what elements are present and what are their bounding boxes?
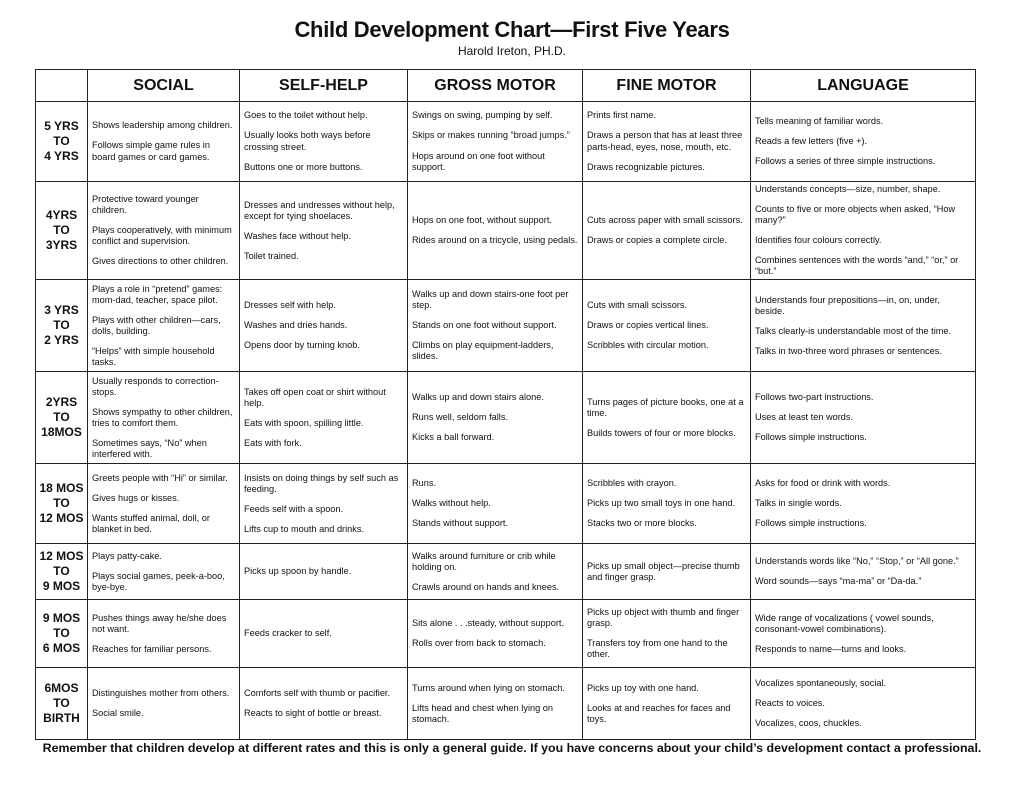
- age-range-line: 9 MOS: [42, 611, 81, 626]
- age-range-cell: [36, 464, 88, 544]
- gross-motor-cell: [408, 372, 583, 464]
- age-row: [36, 182, 976, 280]
- milestone-item: Opens door by turning knob.: [244, 340, 360, 351]
- age-range-line: 6MOS: [44, 681, 79, 696]
- age-range-line: 3 YRS: [44, 303, 79, 318]
- age-range-line: BIRTH: [43, 711, 80, 726]
- age-range-cell: [36, 372, 88, 464]
- column-header-self-help: SELF-HELP: [240, 70, 408, 102]
- social-cell: [88, 544, 240, 600]
- milestone-item: Usually responds to correction-stops.: [92, 375, 219, 397]
- age-range-line: 4YRS: [45, 208, 78, 223]
- milestone-item: Combines sentences with the words “and,” “or,” or “but.”: [755, 255, 959, 277]
- milestone-item: Turns pages of picture books, one at a time.: [587, 396, 744, 418]
- milestone-item: Lifts cup to mouth and drinks.: [244, 523, 365, 534]
- age-range-line: 2 YRS: [44, 333, 79, 348]
- milestone-item: Follows a series of three simple instructions.: [755, 156, 936, 167]
- milestone-item: Social smile.: [92, 708, 144, 719]
- age-row: [36, 280, 976, 372]
- milestone-item: Picks up two small toys in one hand.: [587, 498, 736, 509]
- development-chart-table: [35, 69, 976, 740]
- milestone-item: Sometimes says, “No” when interfered with.: [92, 437, 207, 459]
- milestone-item: Draws or copies a complete circle.: [587, 235, 727, 246]
- age-range-line: TO: [53, 134, 70, 148]
- footer-note: Remember that children develop at different rates and this is only a general guide. If you have concerns about your child’s development contact a professional.: [42, 741, 982, 755]
- age-range-line: 4 YRS: [44, 149, 79, 163]
- age-header: [36, 70, 88, 102]
- milestone-item: Walks without help.: [412, 498, 491, 509]
- milestone-item: Gives directions to other children.: [92, 256, 229, 267]
- gross-motor-cell: [408, 668, 583, 740]
- milestone-item: Rolls over from back to stomach.: [412, 638, 546, 649]
- milestone-item: Looks at and reaches for faces and toys.: [587, 702, 731, 724]
- milestone-item: Wide range of vocalizations ( vowel sounds, consonant-vowel combinations).: [755, 612, 934, 634]
- milestone-item: Reacts to sight of bottle or breast.: [244, 708, 382, 719]
- age-range-line: 12 MOS: [39, 549, 84, 564]
- self-help-cell: [240, 600, 408, 668]
- fine-motor-cell: [583, 668, 751, 740]
- language-cell: [751, 372, 976, 464]
- milestone-item: Runs.: [412, 478, 437, 489]
- self-help-cell: [240, 182, 408, 280]
- milestone-item: Word sounds—says “ma-ma” or “Da-da.”: [755, 576, 922, 587]
- milestone-item: Plays social games, peek-a-boo, bye-bye.: [92, 570, 225, 592]
- milestone-item: Picks up small object—precise thumb and finger grasp.: [587, 560, 740, 582]
- age-range-line: 9 MOS: [42, 579, 81, 594]
- age-row: [36, 372, 976, 464]
- milestone-item: Talks in two-three word phrases or sentences.: [755, 345, 942, 356]
- milestone-item: Climbs on play equipment-ladders, slides.: [412, 340, 554, 362]
- gross-motor-cell: [408, 280, 583, 372]
- milestone-item: Prints first name.: [587, 110, 656, 121]
- social-cell: [88, 280, 240, 372]
- fine-motor-cell: [583, 372, 751, 464]
- milestone-item: Toilet trained.: [244, 250, 299, 261]
- age-range-line: TO: [53, 564, 70, 579]
- milestone-item: Washes and dries hands.: [244, 320, 348, 331]
- age-range-line: TO: [53, 223, 70, 238]
- age-range-line: 12 MOS: [39, 511, 84, 526]
- age-range-cell: [36, 668, 88, 740]
- language-cell: [751, 102, 976, 182]
- age-range-line: 18 MOS: [39, 481, 84, 496]
- language-cell: [751, 668, 976, 740]
- social-cell: [88, 102, 240, 182]
- milestone-item: Plays with other children—cars, dolls, building.: [92, 314, 221, 336]
- age-range-line: 6 MOS: [42, 641, 81, 656]
- milestone-item: Dresses and undresses without help, except for tying shoelaces.: [244, 199, 395, 221]
- milestone-item: Picks up toy with one hand.: [587, 682, 699, 693]
- milestone-item: Tells meaning of familiar words.: [755, 115, 884, 126]
- milestone-item: Asks for food or drink with words.: [755, 478, 891, 489]
- milestone-item: Shows sympathy to other children, tries to comfort them.: [92, 406, 233, 428]
- milestone-item: Walks up and down stairs alone.: [412, 392, 544, 403]
- milestone-item: Plays cooperatively, with minimum conflict and supervision.: [92, 225, 232, 247]
- milestone-item: Rides around on a tricycle, using pedals.: [412, 235, 578, 246]
- milestone-item: Draws a person that has at least three parts-head, eyes, nose, mouth, etc.: [587, 130, 743, 152]
- milestone-item: Transfers toy from one hand to the other.: [587, 638, 728, 660]
- milestone-item: Feeds self with a spoon.: [244, 503, 344, 514]
- fine-motor-cell: [583, 280, 751, 372]
- milestone-item: Follows simple instructions.: [755, 518, 867, 529]
- milestone-item: Draws or copies vertical lines.: [587, 320, 709, 331]
- milestone-item: Sits alone . . .steady, without support.: [412, 618, 565, 629]
- milestone-item: Wants stuffed animal, doll, or blanket in bed.: [92, 512, 210, 534]
- age-row: [36, 102, 976, 182]
- milestone-item: Eats with fork.: [244, 437, 302, 448]
- milestone-item: Pushes things away he/she does not want.: [92, 612, 227, 634]
- header-row: [36, 70, 976, 102]
- age-range-cell: [36, 102, 88, 182]
- page-title: Child Development Chart—First Five Years: [294, 17, 730, 42]
- social-cell: [88, 372, 240, 464]
- age-range-cell: [36, 600, 88, 668]
- milestone-item: Cuts with small scissors.: [587, 300, 688, 311]
- social-cell: [88, 182, 240, 280]
- self-help-cell: [240, 102, 408, 182]
- fine-motor-cell: [583, 600, 751, 668]
- language-cell: [751, 544, 976, 600]
- age-range-line: TO: [53, 410, 70, 425]
- age-row: [36, 464, 976, 544]
- milestone-item: Picks up spoon by handle.: [244, 566, 352, 577]
- milestone-item: Follows simple instructions.: [755, 432, 867, 443]
- milestone-item: Skips or makes running “broad jumps.”: [412, 130, 570, 141]
- fine-motor-cell: [583, 544, 751, 600]
- gross-motor-cell: [408, 600, 583, 668]
- age-range-cell: [36, 544, 88, 600]
- milestone-item: Understands four prepositions—in, on, under, beside.: [755, 294, 940, 316]
- fine-motor-cell: [583, 464, 751, 544]
- language-cell: [751, 182, 976, 280]
- age-range-line: 5 YRS: [44, 119, 79, 133]
- gross-motor-cell: [408, 102, 583, 182]
- language-cell: [751, 600, 976, 668]
- milestone-item: Uses at least ten words.: [755, 412, 854, 423]
- column-header-fine-motor: FINE MOTOR: [583, 70, 751, 102]
- milestone-item: Washes face without help.: [244, 230, 351, 241]
- column-header-language: LANGUAGE: [751, 70, 976, 102]
- milestone-item: Draws recognizable pictures.: [587, 161, 705, 172]
- milestone-item: Talks clearly-is understandable most of the time.: [755, 325, 952, 336]
- chart-body: [36, 102, 976, 740]
- milestone-item: Kicks a ball forward.: [412, 432, 495, 443]
- milestone-item: “Helps” with simple household tasks.: [92, 345, 215, 367]
- language-cell: [751, 280, 976, 372]
- milestone-item: Vocalizes, coos, chuckles.: [755, 718, 862, 729]
- milestone-item: Turns around when lying on stomach.: [412, 682, 565, 693]
- fine-motor-cell: [583, 182, 751, 280]
- milestone-item: Runs well, seldom falls.: [412, 412, 508, 423]
- age-range-line: TO: [53, 496, 70, 511]
- self-help-cell: [240, 464, 408, 544]
- milestone-item: Responds to name—turns and looks.: [755, 643, 907, 654]
- milestone-item: Plays patty-cake.: [92, 550, 162, 561]
- milestone-item: Distinguishes mother from others.: [92, 688, 230, 699]
- age-range-cell: [36, 182, 88, 280]
- gross-motor-cell: [408, 544, 583, 600]
- self-help-cell: [240, 280, 408, 372]
- milestone-item: Walks up and down stairs-one foot per step.: [412, 289, 569, 311]
- milestone-item: Feeds cracker to self.: [244, 628, 332, 639]
- age-range-line: TO: [53, 318, 70, 333]
- gross-motor-cell: [408, 182, 583, 280]
- milestone-item: Protective toward younger children.: [92, 194, 199, 216]
- milestone-item: Vocalizes spontaneously, social.: [755, 678, 887, 689]
- age-row: [36, 544, 976, 600]
- milestone-item: Swings on swing, pumping by self.: [412, 110, 553, 121]
- age-range-line: 2YRS: [45, 395, 78, 410]
- language-cell: [751, 464, 976, 544]
- column-header-gross-motor: GROSS MOTOR: [408, 70, 583, 102]
- milestone-item: Reads a few letters (five +).: [755, 135, 868, 146]
- milestone-item: Understands words like “No,” “Stop,” or “All gone.”: [755, 556, 959, 567]
- milestone-item: Plays a role in “pretend” games: mom-dad, teacher, space pilot.: [92, 283, 223, 305]
- milestone-item: Picks up object with thumb and finger grasp.: [587, 607, 740, 629]
- author-line: Harold Ireton, PH.D.: [457, 44, 567, 58]
- milestone-item: Stands on one foot without support.: [412, 320, 557, 331]
- milestone-item: Takes off open coat or shirt without help.: [244, 386, 386, 408]
- social-cell: [88, 600, 240, 668]
- milestone-item: Dresses self with help.: [244, 300, 336, 311]
- milestone-item: Understands concepts—size, number, shape.: [755, 184, 941, 194]
- milestone-item: Builds towers of four or more blocks.: [587, 427, 736, 438]
- milestone-item: Scribbles with crayon.: [587, 478, 677, 489]
- fine-motor-cell: [583, 102, 751, 182]
- milestone-item: Reaches for familiar persons.: [92, 643, 212, 654]
- self-help-cell: [240, 668, 408, 740]
- social-cell: [88, 464, 240, 544]
- milestone-item: Lifts head and chest when lying on stomach.: [412, 702, 553, 724]
- milestone-item: Stands without support.: [412, 518, 509, 529]
- milestone-item: Counts to five or more objects when asked, “How many?”: [755, 204, 956, 226]
- milestone-item: Greets people with “Hi” or similar.: [92, 472, 228, 483]
- milestone-item: Goes to the toilet without help.: [244, 110, 368, 121]
- milestone-item: Identifies four colours correctly.: [755, 235, 882, 246]
- milestone-item: Crawls around on hands and knees.: [412, 581, 560, 592]
- milestone-item: Follows two-part instructions.: [755, 392, 874, 403]
- milestone-item: Reacts to voices.: [755, 698, 825, 709]
- milestone-item: Stacks two or more blocks.: [587, 518, 697, 529]
- milestone-item: Cuts across paper with small scissors.: [587, 215, 743, 226]
- milestone-item: Gives hugs or kisses.: [92, 492, 180, 503]
- age-range-line: 18MOS: [41, 425, 82, 440]
- age-range-line: 3YRS: [45, 238, 78, 253]
- milestone-item: Buttons one or more buttons.: [244, 161, 363, 172]
- milestone-item: Comforts self with thumb or pacifier.: [244, 688, 391, 699]
- milestone-item: Insists on doing things by self such as feeding.: [244, 472, 399, 494]
- age-range-cell: [36, 280, 88, 372]
- social-cell: [88, 668, 240, 740]
- milestone-item: Hops on one foot, without support.: [412, 215, 552, 226]
- milestone-item: Usually looks both ways before crossing street.: [244, 130, 371, 152]
- age-range-line: TO: [53, 626, 70, 641]
- milestone-item: Walks around furniture or crib while holding on.: [412, 550, 556, 572]
- age-row: [36, 600, 976, 668]
- milestone-item: Hops around on one foot without support.: [412, 150, 545, 172]
- milestone-item: Eats with spoon, spilling little.: [244, 417, 364, 428]
- age-row: [36, 668, 976, 740]
- milestone-item: Scribbles with circular motion.: [587, 340, 709, 351]
- milestone-item: Follows simple game rules in board games or card games.: [92, 140, 210, 162]
- self-help-cell: [240, 544, 408, 600]
- column-header-social: SOCIAL: [88, 70, 240, 102]
- self-help-cell: [240, 372, 408, 464]
- milestone-item: Shows leadership among children.: [92, 120, 233, 131]
- gross-motor-cell: [408, 464, 583, 544]
- milestone-item: Talks in single words.: [755, 498, 842, 509]
- age-range-line: TO: [53, 696, 70, 711]
